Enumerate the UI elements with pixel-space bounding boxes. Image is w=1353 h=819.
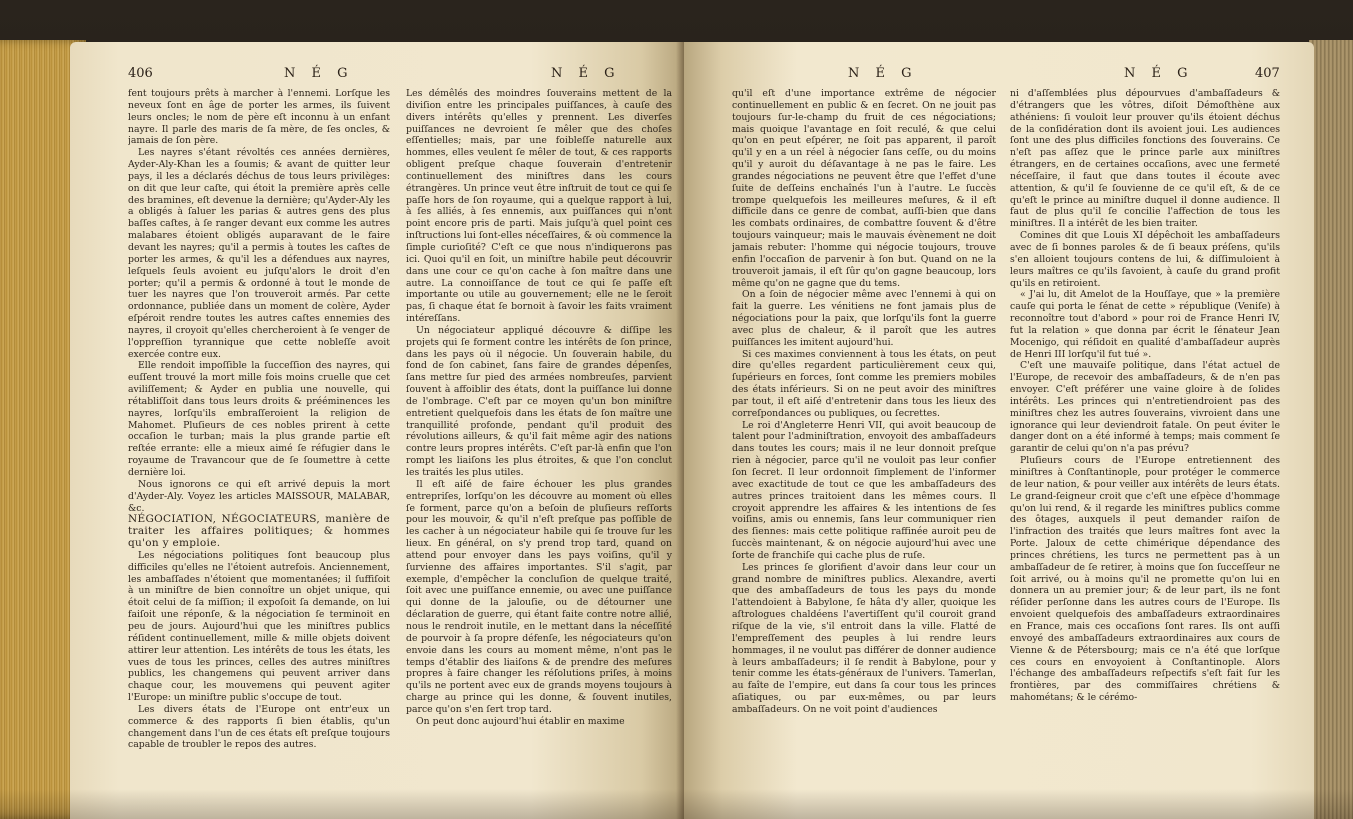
right-running-head-2: N É G: [1124, 66, 1194, 81]
paragraph: On peut donc aujourd'hui établir en maxime: [416, 715, 625, 727]
paragraph: Il eſt aiſé de faire échouer les plus grandes entrepriſes, lorſqu'on les découvre au moment où elles ſe forment, parce qu'on a beſoin de pluſieurs reſſorts pour les mouvoir, & qu'il n'eſt preſque pas poſſible de les cacher à un négociateur habile qui ſe trouve ſur les lieux. En général, on s'y prend trop tard, quand on attend pour envoyer dans les pays voiſins, qu'il y ſurvienne des affaires importantes. S'il s'agit, par exemple, d'empêcher la concluſion de quelque traité, ſoit avec une puiſſance ennemie, ou avec une puiſſance qui donne de la jalouſie, ou de détourner une déclaration de guerre, qui étant faite contre notre allié, nous le rendroit inutile, en le mettant dans la néceſſité de pourvoir à ſa propre défenſe, les négociateurs qu'on envoie dans les cours au moment même, n'ont pas le temps d'établir des liaiſons & de prendre des meſures propres à faire changer les réſolutions priſes, à moins qu'ils ne portent avec eux de grands moyens toujours à charge au prince qui les donne, & ſouvent inutiles, parce qu'on s'en ſert trop tard.: [406, 478, 672, 715]
paragraph: « J'ai lu, dit Amelot de la Houſſaye, que » la première cauſe qui porta le ſénat de cette » république (Veniſe) à reconnoître tout d'abord » pour roi de France Henri IV, fut la relation » que donna par écrit le ſénateur Jean Mocenigo, qui réſidoit en qualité d'ambaſſadeur auprès de Henri III lorſqu'il fut tué ».: [1010, 289, 1280, 360]
paragraph: Elle rendoit impoſſible la ſucceſſion des nayres, qui euſſent trouvé la mort mille fois moins cruelle que cet aviliſſement; & Ayder en publia une nouvelle, qui rétabliſſoit dans tous leurs droits & prééminences les nayres, lorſqu'ils embraſſeroient la religion de Mahomet. Pluſieurs de ces nobles prirent à cette occaſion le turban; mais la plus grande partie eſt reſtée errante: elle a mieux aimé ſe réfugier dans le royaume de Travancour que de ſe ſoumettre à cette dernière loi.: [128, 360, 390, 478]
paragraph: qu'il eſt d'une importance extrême de négocier continuellement en public & en ſecret. On ne jouit pas toujours ſur-le-champ du fruit de ces négociations; mais quoique l'avantage en ſoit reculé, & que celui qu'on en peut eſpérer, ne ſoit pas apparent, il paroît qu'il y en a un réel à négocier ſans ceſſe, ou du moins qu'il y auroit du déſavantage à ne pas le faire. Les grandes négociations ne peuvent être que l'effet d'une ſuite de deſſeins enchaînés l'un à l'autre. Le ſuccès trompe quelquefois les meilleures meſures, & il eſt difficile dans ce genre de combat, auſſi-bien que dans les combats ordinaires, de combattre ſouvent & d'être toujours vainqueur; mais le mauvais évènement ne doit jamais rebuter: l'homme qui négocie toujours, trouve enfin l'occaſion de parvenir à ſon but. Quand on ne la trouveroit jamais, il eſt ſûr qu'on gagne beaucoup, lors même qu'on ne gagne que du tems.: [732, 88, 996, 289]
article-heading: NÉGOCIATION, NÉGOCIATEURS, manière de traiter les affaires politiques; & hommes qu'on y emploie.: [128, 513, 390, 550]
right-page-number: 407: [1255, 66, 1280, 81]
left-running-head-1: N É G: [284, 66, 354, 81]
right-running-head-1: N É G: [848, 66, 918, 81]
page-edges-right: [1309, 40, 1353, 819]
paragraph: ni d'aſſemblées plus dépourvues d'ambaſſadeurs & d'étrangers que les vôtres, diſoit Démoſthène aux athéniens: ſi vouloit leur prouver qu'ils étoient déchus de la conſidération dont ils avoient joui. Les audiences ſont une des plus difficiles fonctions des ſouverains. Ce n'eſt pas aſſez que le prince parle aux miniſtres étrangers, en de certaines occaſions, avec une fermeté néceſſaire, il faut que dans toutes il écoute avec attention, & qu'il ſe ſouvienne de ce qu'il eſt, & de ce qu'eſt le prince au miniſtre duquel il donne audience. Il faut de plus qu'il ſe concilie l'affection de tous les miniſtres. Il a intérêt de les bien traiter.: [1010, 88, 1280, 230]
paragraph: Les démêlés des moindres ſouverains mettent de la diviſion entre les principales puiſſances, à cauſe des divers intérêts qu'elles y prennent. Les diverſes puiſſances ne devroient ſe mêler que des choſes eſſentielles; mais, par une foibleſſe naturelle aux hommes, elles veulent ſe mêler de tout, & ces rapports obligent preſque chaque ſouverain d'entretenir continuellement des miniſtres dans les cours étrangères. Un prince veut être inſtruit de tout ce qui ſe paſſe hors de ſon royaume, qui a quelque rapport à lui, à ſes alliés, à ſes ennemis, aux puiſſances qui n'ont point encore pris de parti. Mais juſqu'à quel point ces inſtructions lui ſont-elles néceſſaires, & où commence la ſimple curioſité? C'eſt ce que nous n'indiquerons pas ici. Quoi qu'il en ſoit, un miniſtre habile peut découvrir dans une cour ce qu'on cache à ſon maître dans une autre. La connoiſſance de tout ce qui ſe paſſe eſt importante ou utile au gouvernement; elle ne le ſeroit pas, ſi chaque état ſe bornoit à ſavoir les faits vraiment intéreſſans.: [406, 88, 672, 325]
right-page-column-2: [1010, 88, 1280, 804]
left-page-column-2: [406, 88, 672, 804]
paragraph: Les divers états de l'Europe ont entr'eux un commerce & des rapports ſi bien établis, qu'un changement dans l'un de ces états eſt preſque toujours capable de troubler le repos des autres.: [128, 703, 390, 751]
left-running-head-2: N É G: [551, 66, 621, 81]
paragraph: Nous ignorons ce qui eſt arrivé depuis la mort d'Ayder-Aly. Voyez les articles MAISSOUR, MALABAR, &c.: [128, 478, 390, 514]
right-page: [684, 42, 1314, 819]
paragraph: Les négociations politiques ſont beaucoup plus difficiles qu'elles ne l'étoient autrefois. Anciennement, les ambaſſades n'étoient que momentanées; il ſuffiſoit à un miniſtre de bien connoître un objet unique, qui étoit celui de ſa miſſion; il expoſoit ſa demande, on lui faiſoit une réponſe, & la négociation ſe terminoit en peu de jours. Aujourd'hui que les miniſtres publics réſident continuellement, mille & mille objets doivent attirer leur attention. Les intérêts de tous les états, les vues de tous les princes, celles des autres miniſtres publics, les changemens qui peuvent arriver dans chaque cour, les mouvemens qui peuvent agiter l'Europe: un miniſtre public s'occupe de tout.: [128, 549, 390, 704]
paragraph: Les princes ſe glorifient d'avoir dans leur cour un grand nombre de miniſtres publics. Alexandre, averti que des ambaſſadeurs de tous les pays du monde l'attendoient à Babylone, ſe hâta d'y aller, quoique les aſtrologues chaldéens l'avertiſſent qu'il couroit grand riſque de la vie, s'il entroit dans la ville. Flatté de l'empreſſement des peuples à lui rendre leurs hommages, il ne voulut pas différer de donner audience à leurs ambaſſadeurs; il ſe rendit à Babylone, pour y tenir comme les états-généraux de l'univers. Tamerlan, au faîte de l'empire, eut dans ſa cour tous les princes aſiatiques, ou par eux-mêmes, ou par leurs ambaſſadeurs. On ne voit point d'audiences: [732, 561, 996, 715]
paragraph: C'eſt une mauvaiſe politique, dans l'état actuel de l'Europe, de recevoir des ambaſſadeurs, & de n'en pas envoyer. C'eſt préférer une vaine gloire à de ſolides intérêts. Les princes qui n'entretiendroient pas des miniſtres chez les autres ſouverains, vivroient dans une ignorance qui leur deviendroit fatale. On peut éviter le danger dont on a été informé à temps; mais comment ſe garantir de celui qu'on n'a pas prévu?: [1010, 360, 1280, 455]
paragraph: On a ſoin de négocier même avec l'ennemi à qui on fait la guerre. Les vénitiens ne font jamais plus de négociations pour la paix, que lorſqu'ils font la guerre avec plus de chaleur, & il paroît que les autres puiſſances les imitent aujourd'hui.: [732, 289, 996, 348]
right-page-column-1: [732, 88, 996, 804]
paragraph: Comines dit que Louis XI dépêchoit les ambaſſadeurs avec de ſi bonnes paroles & de ſi beaux préſens, qu'ils s'en alloient toujours contens de lui, & diſſimuloient à leurs maîtres ce qu'ils ſavoient, à cauſe du grand profit qu'ils en retiroient.: [1010, 230, 1280, 289]
left-page-header: [128, 66, 668, 86]
paragraph: Les nayres s'étant révoltés ces années dernières, Ayder-Aly-Khan les a ſoumis; & avant de quitter leur pays, il les a déclarés déchus de tous leurs privilèges: on dit que leur caſte, qui étoit la première après celle des bramines, eſt devenue la dernière; qu'Ayder-Aly les a obligés à ſaluer les parias & autres gens des plus baſſes caſtes, à ſe ranger devant eux comme les autres malabares étoient obligés auparavant de le faire devant les nayres; qu'il a permis à toutes les caſtes de porter les armes, & qu'il les a défendues aux nayres, leſquels ſeuls avoient eu juſqu'alors le droit d'en porter; qu'il a permis & ordonné à tout le monde de tuer les nayres que l'on trouveroit armés. Par cette ordonnance, publiée dans un moment de colère, Ayder eſpéroit rendre toutes les autres caſtes ennemies des nayres, il croyoit qu'elles chercheroient à ſe venger de l'oppreſſion tyrannique que cette nobleſſe avoit exercée contre eux.: [128, 147, 390, 360]
left-page-column-1: [128, 88, 390, 804]
left-page: [70, 42, 684, 819]
paragraph: Le roi d'Angleterre Henri VII, qui avoit beaucoup de talent pour l'adminiſtration, envoyoit des ambaſſadeurs dans toutes les cours; mais il ne leur donnoit preſque rien à négocier, parce qu'il ne vouloit pas leur confier ſon ſecret. Il leur ordonnoit ſimplement de l'informer avec exactitude de tout ce que les ambaſſadeurs des autres princes traitoient dans les mêmes cours. Il croyoit apprendre les affaires & les intentions de ſes voiſins, amis ou ennemis, ſans leur communiquer rien des ſiennes: mais cette politique raffinée auroit peu de ſuccès maintenant, & on négocie aujourd'hui avec une ſorte de franchiſe qui cache plus de ruſe.: [732, 419, 996, 561]
right-page-header: [724, 66, 1294, 86]
bottom-shadow: [0, 789, 1353, 819]
paragraph: fent toujours prêts à marcher à l'ennemi. Lorſque les neveux ſont en âge de porter les armes, ils ſuivent leurs oncles; le nom de père eſt inconnu à un enfant nayre. Il parle des maris de ſa mère, de ſes oncles, & jamais de ſon père.: [128, 88, 390, 147]
paragraph: Un négociateur appliqué découvre & diſſipe les projets qui ſe forment contre les intérêts de ſon prince, dans les pays où il négocie. Un ſouverain habile, du fond de ſon cabinet, ſans faire de grandes dépenſes, ſans mettre ſur pied des armées nombreuſes, parvient ſouvent à affoiblir des états, dont la puiſſance lui donne de l'ombrage. C'eſt par ce moyen qu'un bon miniſtre entretient quelquefois dans les états de ſon maître une tranquillité profonde, pendant qu'il produit des révolutions ailleurs, & qu'il fait même agir des nations contre leurs propres intérêts. C'eſt par-là enfin que l'on rompt les liaiſons les plus étroites, & que l'on conclut les traités les plus utiles.: [406, 324, 672, 478]
paragraph: Si ces maximes conviennent à tous les états, on peut dire qu'elles regardent particulièrement ceux qui, ſupérieurs en forces, ſont comme les premiers mobiles des états inférieurs. Si on ne peut avoir des miniſtres par tout, il eſt aiſé d'entretenir dans tous les lieux des correſpondances ou publiques, ou ſecrettes.: [732, 348, 996, 419]
paragraph: Pluſieurs cours de l'Europe entretiennent des miniſtres à Conſtantinople, pour protéger le commerce de leur nation, & pour veiller aux intérêts de leurs états. Le grand-ſeigneur croit que c'eſt une eſpèce d'hommage qu'on lui rend, & il regarde les miniſtres publics comme des ôtages, auxquels il peut demander raiſon de l'infraction des traités que leurs maîtres font avec la Porte. Jaloux de cette chimérique dépendance des princes chrétiens, les turcs ne permettent pas à un ambaſſadeur de ſe retirer, à moins que ſon ſucceſſeur ne ſoit arrivé, ou à moins qu'il ne promette qu'on lui en donnera un au premier jour; & de leur part, ils ne font réſider perſonne dans les autres cours de l'Europe. Ils envoient quelquefois des ambaſſadeurs extraordinaires en France, mais ces occaſions ſont rares. Ils ont auſſi envoyé des ambaſſadeurs extraordinaires aux cours de Vienne & de Pétersbourg; mais ce n'a été que lorſque ces cours en envoyoient à Conſtantinople. Alors l'échange des ambaſſadeurs reſpectifs s'eſt fait ſur les frontières, par des commiſſaires chrétiens & mahométans; & le cérémo-: [1010, 455, 1280, 704]
left-page-number: 406: [128, 66, 153, 81]
